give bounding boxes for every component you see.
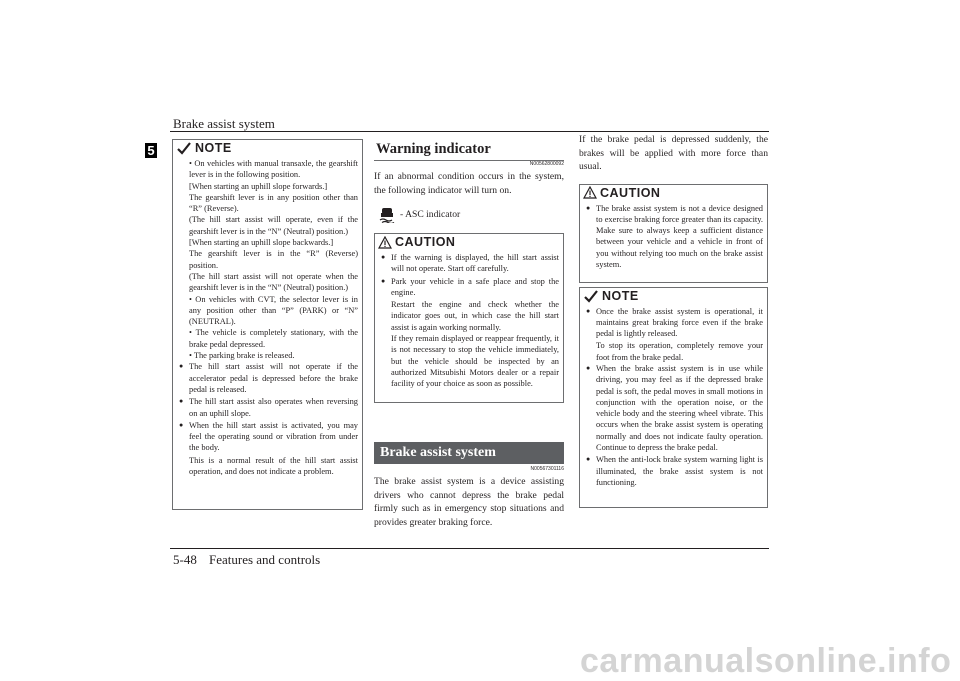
bullet-icon: ●	[586, 203, 591, 212]
note-bullet: ● The hill start assist will not operate if the accelerator pedal is depressed before the brake pedal is released.	[179, 362, 358, 394]
running-title: Brake assist system	[173, 116, 275, 131]
header-rule	[170, 131, 769, 132]
note-label: NOTE	[195, 141, 232, 155]
condition-item: (The hill start assist will operate, even if the gearshift lever is in the “N” (Neutral) position.)	[189, 215, 358, 236]
warning-indicator-section	[374, 139, 564, 403]
watermark-link[interactable]: carmanualsonline.info	[580, 642, 952, 680]
caution-bullet: ● The brake assist system is not a device designed to exercise braking force greater than its capacity. Make sure to always keep a sufficient distance between your vehicle and a vehicle in front of you without relying too much on the brake assist system.	[586, 203, 763, 269]
bullet-icon: ●	[586, 363, 591, 372]
note-bullet: ● When the hill start assist is activated, you may feel the operating sound or vibration from under the body.	[179, 420, 358, 453]
caution-bullet: ● Park your vehicle in a safe place and stop the engine.	[381, 276, 559, 297]
bullet-icon: ●	[586, 455, 591, 464]
brake-assist-code: N00567301116	[530, 466, 564, 472]
condition-item: [When starting an uphill slope backwards.]	[189, 238, 334, 248]
brake-assist-intro: The brake assist system is a device assisting drivers who cannot depress the brake pedal firmly such as in emergency stop situations and provides greater braking force.	[374, 476, 564, 528]
note-header	[583, 288, 767, 304]
note-header	[176, 140, 362, 156]
warning-caution-box	[374, 233, 564, 403]
caution-header	[583, 185, 767, 201]
right-note-box	[579, 287, 768, 508]
condition-item: • On vehicles with manual transaxle, the gearshift lever is in the following position.	[189, 159, 358, 180]
note-bullet: ● The hill start assist also operates when reversing on an uphill slope.	[179, 397, 358, 418]
section-tab: 5	[145, 143, 157, 158]
note-box	[172, 139, 363, 510]
bullet-icon: ●	[179, 397, 184, 406]
bullet-icon: ●	[586, 306, 591, 315]
condition-item: (The hill start assist will not operate when the gearshift lever is in the “N” (Neutral) position.)	[189, 271, 358, 293]
caution-label: CAUTION	[600, 185, 661, 200]
condition-item: [When starting an uphill slope forwards.]	[189, 181, 328, 191]
right-caution-box	[579, 184, 768, 283]
bullet-icon: ●	[179, 420, 184, 429]
note-bullet: ● Once the brake assist system is operational, it maintains great braking force even if the brake pedal is lightly released.	[586, 306, 763, 339]
note-label: NOTE	[602, 288, 639, 303]
section-title: Features and controls	[209, 552, 321, 567]
note-bullet: ● When the brake assist system is in use while driving, you may feel as if the depressed brake pedal is soft, the pedal moves in small motions in conjunction with the operation noise, or the vehicle body and the steering wheel vibrate. This occurs when the brake assist system is operating normally and does not indicate faulty operation. Continue to depress the brake pedal.	[586, 363, 763, 453]
warning-heading: Warning indicator	[374, 139, 564, 161]
note-icon	[583, 289, 599, 303]
bullet-icon: ●	[179, 362, 184, 371]
caution-triangle-icon	[583, 186, 597, 199]
footer-rule	[170, 548, 769, 549]
asc-indicator-icon	[378, 205, 396, 223]
note-continuation: To stop its operation, completely remove your foot from the brake pedal.	[596, 341, 763, 362]
condition-item: • The parking brake is released.	[189, 351, 295, 361]
caution-continuation: Restart the engine and check whether the indicator goes out, in which case the hill start assist is again working normally.	[391, 300, 559, 332]
note-continuation: This is a normal result of the hill start assist operation, and does not indicate a problem.	[189, 455, 358, 477]
condition-item: • The vehicle is completely stationary, with the brake pedal depressed.	[189, 328, 358, 349]
warning-intro: If an abnormal condition occurs in the system, the following indicator will turn on.	[374, 171, 564, 196]
condition-item: The gearshift lever is in the “R” (Reverse) position.	[189, 249, 358, 270]
note-bullet: ● When the anti-lock brake system warning light is illuminated, the brake assist system is not functioning.	[586, 455, 763, 487]
brake-assist-heading: Brake assist system	[374, 442, 564, 464]
condition-item: • On vehicles with CVT, the selector lever is in any position other than “P” (PARK) or “N” (NEUTRAL).	[189, 294, 358, 327]
bullet-icon: ●	[381, 276, 386, 285]
asc-indicator-label: - ASC indicator	[400, 208, 461, 220]
right-column	[579, 133, 768, 508]
caution-label: CAUTION	[395, 235, 456, 249]
brake-assist-section	[374, 442, 564, 529]
caution-header	[378, 234, 563, 250]
note-icon	[176, 141, 192, 155]
caution-triangle-icon	[378, 236, 392, 249]
page-number: 5-48	[173, 552, 197, 567]
caution-bullet: ● If the warning is displayed, the hill start assist will not operate. Start off carefully.	[381, 253, 559, 274]
right-intro: If the brake pedal is depressed suddenly, the brakes will be applied with more force than usual.	[579, 134, 768, 172]
warning-code: N00562800092	[529, 161, 564, 167]
condition-item: The gearshift lever is in any position other than “R” (Reverse).	[189, 192, 358, 214]
bullet-icon: ●	[381, 253, 386, 261]
asc-indicator-row	[378, 205, 564, 223]
caution-continuation: If they remain displayed or reappear frequently, it is not necessary to stop the vehicle immediately, but the vehicle should be inspected by an authorized Mitsubishi Motors dealer or a repair facility of your choice as soon as possible.	[391, 334, 559, 389]
